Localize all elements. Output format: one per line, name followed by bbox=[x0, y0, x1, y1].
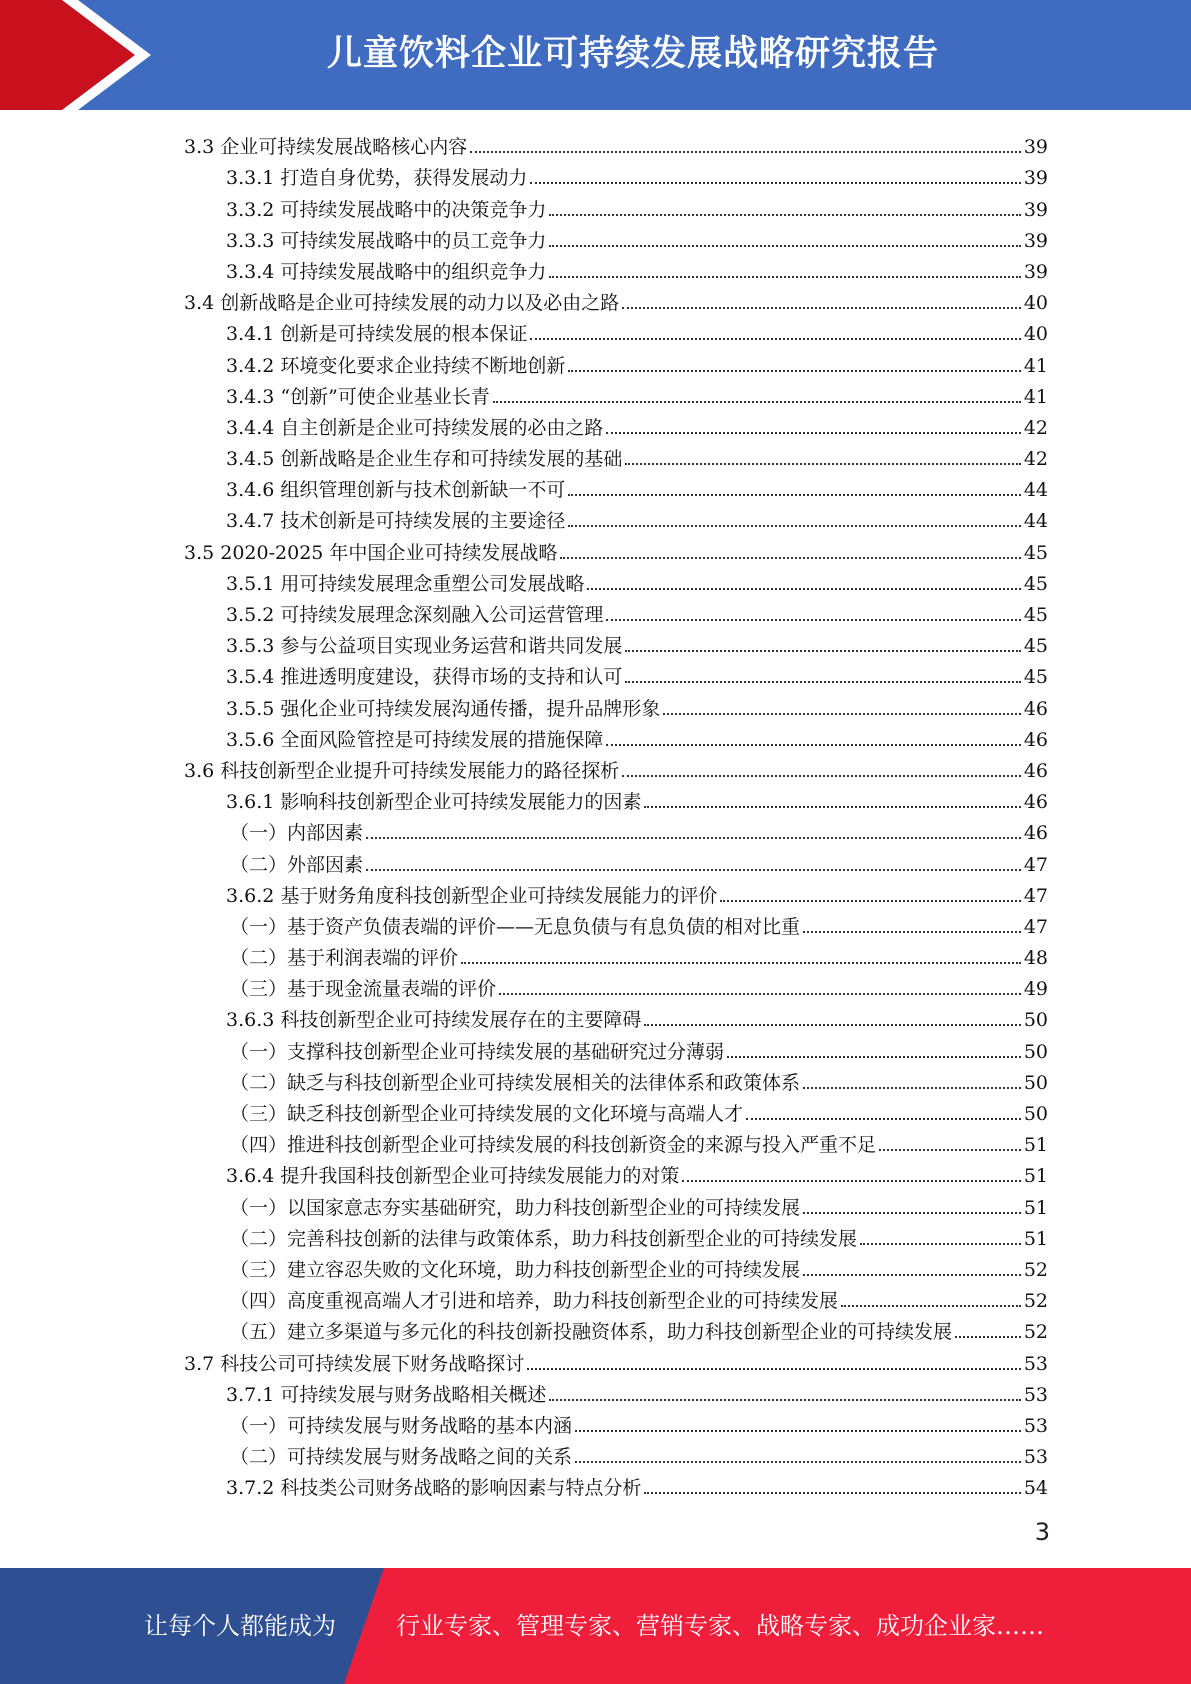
toc-entry-page: 42 bbox=[1023, 448, 1048, 471]
toc-dot-leader bbox=[568, 525, 1020, 527]
toc-entry[interactable] bbox=[184, 1157, 1048, 1188]
toc-dot-leader bbox=[803, 1212, 1021, 1214]
toc-entry-page: 39 bbox=[1023, 198, 1048, 221]
toc-entry-title: 3.4.1 创新是可持续发展的根本保证 bbox=[226, 323, 528, 346]
toc-entry-title: （二）可持续发展与财务战略之间的关系 bbox=[230, 1446, 573, 1469]
toc-dot-leader bbox=[568, 494, 1020, 496]
toc-dot-leader bbox=[470, 151, 1021, 153]
toc-entry-page: 53 bbox=[1023, 1414, 1048, 1437]
toc-entry-page: 54 bbox=[1023, 1477, 1048, 1500]
toc-entry-title: （三）基于现金流量表端的评价 bbox=[230, 978, 497, 1001]
toc-entry-page: 51 bbox=[1023, 1165, 1048, 1188]
toc-entry[interactable] bbox=[184, 752, 1048, 783]
toc-entry-page: 46 bbox=[1023, 759, 1048, 782]
toc-entry-title: 3.3 企业可持续发展战略核心内容 bbox=[184, 136, 468, 159]
toc-dot-leader bbox=[568, 370, 1020, 372]
toc-dot-leader bbox=[366, 869, 1021, 871]
toc-entry[interactable] bbox=[184, 1469, 1048, 1500]
toc-entry-title: （一）支撑科技创新型企业可持续发展的基础研究过分薄弱 bbox=[230, 1040, 725, 1063]
toc-entry[interactable] bbox=[184, 1188, 1048, 1219]
toc-dot-leader bbox=[575, 1461, 1021, 1463]
toc-entry-page: 45 bbox=[1023, 635, 1048, 658]
toc-entry-title: （二）完善科技创新的法律与政策体系，助力科技创新型企业的可持续发展 bbox=[230, 1227, 858, 1250]
toc-entry-page: 39 bbox=[1023, 229, 1048, 252]
toc-entry[interactable] bbox=[184, 1376, 1048, 1407]
toc-dot-leader bbox=[803, 1087, 1021, 1089]
toc-entry-page: 40 bbox=[1023, 292, 1048, 315]
toc-entry[interactable] bbox=[184, 1251, 1048, 1282]
toc-dot-leader bbox=[622, 307, 1021, 309]
toc-entry-title: （三）缺乏科技创新型企业可持续发展的文化环境与高端人才 bbox=[230, 1103, 744, 1125]
report-title: 儿童饮料企业可持续发展战略研究报告 bbox=[326, 34, 939, 74]
toc-entry-page: 46 bbox=[1023, 697, 1048, 720]
table-of-contents bbox=[184, 128, 1048, 1500]
toc-entry-page: 53 bbox=[1023, 1352, 1048, 1375]
toc-entry-page: 46 bbox=[1023, 791, 1048, 814]
toc-entry[interactable] bbox=[184, 471, 1048, 502]
toc-dot-leader bbox=[860, 1243, 1021, 1245]
toc-dot-leader bbox=[587, 588, 1020, 590]
toc-entry-title: 3.5.3 参与公益项目实现业务运营和谐共同发展 bbox=[226, 635, 623, 658]
toc-entry[interactable] bbox=[184, 222, 1048, 253]
toc-entry[interactable] bbox=[184, 721, 1048, 752]
toc-entry-title: （三）建立容忍失败的文化环境，助力科技创新型企业的可持续发展 bbox=[230, 1258, 801, 1281]
toc-entry-title: 3.5.1 用可持续发展理念重塑公司发展战略 bbox=[226, 572, 585, 595]
toc-entry-title: 3.6 科技创新型企业提升可持续发展能力的路径探析 bbox=[184, 759, 620, 782]
toc-entry[interactable] bbox=[184, 970, 1048, 1001]
toc-entry[interactable] bbox=[184, 378, 1048, 409]
toc-entry-title: 3.5.5 强化企业可持续发展沟通传播，提升品牌形象 bbox=[226, 697, 661, 720]
toc-dot-leader bbox=[499, 993, 1021, 995]
toc-entry[interactable] bbox=[184, 253, 1048, 284]
toc-entry[interactable] bbox=[184, 128, 1048, 159]
toc-entry-title: 3.4.4 自主创新是企业可持续发展的必由之路 bbox=[226, 416, 604, 439]
toc-dot-leader bbox=[493, 401, 1021, 403]
toc-dot-leader bbox=[644, 1024, 1020, 1026]
toc-entry-page: 44 bbox=[1023, 510, 1048, 533]
toc-entry-page: 42 bbox=[1023, 416, 1048, 439]
toc-entry-page: 47 bbox=[1023, 853, 1048, 876]
toc-entry-title: 3.5.6 全面风险管控是可持续发展的措施保障 bbox=[226, 728, 604, 751]
toc-entry-page: 53 bbox=[1023, 1446, 1048, 1469]
toc-dot-leader bbox=[955, 1336, 1021, 1338]
toc-dot-leader bbox=[746, 1118, 1021, 1120]
toc-dot-leader bbox=[606, 744, 1020, 746]
toc-dot-leader bbox=[549, 276, 1020, 278]
toc-entry-page: 52 bbox=[1023, 1290, 1048, 1313]
toc-entry[interactable] bbox=[184, 315, 1048, 346]
toc-entry[interactable] bbox=[184, 814, 1048, 845]
toc-dot-leader bbox=[803, 931, 1021, 933]
toc-entry-title: 3.4.6 组织管理创新与技术创新缺一不可 bbox=[226, 479, 566, 502]
toc-dot-leader bbox=[625, 681, 1020, 683]
toc-entry-title: 3.4 创新战略是企业可持续发展的动力以及必由之路 bbox=[184, 292, 620, 315]
toc-entry-title: 3.4.2 环境变化要求企业持续不断地创新 bbox=[226, 354, 566, 377]
toc-entry[interactable] bbox=[184, 689, 1048, 720]
toc-entry-page: 51 bbox=[1023, 1196, 1048, 1219]
toc-entry-title: （一）内部因素 bbox=[230, 822, 364, 845]
toc-entry-page: 40 bbox=[1023, 323, 1048, 346]
toc-dot-leader bbox=[527, 1368, 1021, 1370]
toc-entry-page: 50 bbox=[1023, 1071, 1048, 1094]
toc-dot-leader bbox=[841, 1305, 1021, 1307]
toc-dot-leader bbox=[549, 214, 1020, 216]
toc-entry[interactable] bbox=[184, 1438, 1048, 1469]
toc-dot-leader bbox=[530, 338, 1020, 340]
toc-entry-title: 3.3.3 可持续发展战略中的员工竞争力 bbox=[226, 229, 547, 252]
toc-entry-page: 46 bbox=[1023, 822, 1048, 845]
toc-dot-leader bbox=[461, 962, 1021, 964]
toc-dot-leader bbox=[622, 775, 1021, 777]
toc-entry[interactable] bbox=[184, 627, 1048, 658]
toc-entry-page: 49 bbox=[1023, 978, 1048, 1001]
toc-entry[interactable] bbox=[184, 1313, 1048, 1344]
toc-entry[interactable] bbox=[184, 596, 1048, 627]
toc-entry-title: （四）高度重视高端人才引进和培养，助力科技创新型企业的可持续发展 bbox=[230, 1290, 839, 1313]
toc-entry-page: 39 bbox=[1023, 260, 1048, 283]
toc-entry[interactable] bbox=[184, 159, 1048, 190]
toc-entry-page: 41 bbox=[1023, 354, 1048, 377]
toc-dot-leader bbox=[682, 1180, 1020, 1182]
toc-entry-title: （二）缺乏与科技创新型企业可持续发展相关的法律体系和政策体系 bbox=[230, 1071, 801, 1094]
toc-dot-leader bbox=[530, 182, 1020, 184]
toc-entry-title: 3.6.4 提升我国科技创新型企业可持续发展能力的对策 bbox=[226, 1165, 680, 1188]
toc-entry-title: 3.5.4 推进透明度建设，获得市场的支持和认可 bbox=[226, 666, 623, 689]
toc-entry[interactable] bbox=[184, 565, 1048, 596]
toc-entry[interactable] bbox=[184, 845, 1048, 876]
toc-entry-page: 45 bbox=[1023, 541, 1048, 564]
toc-dot-leader bbox=[606, 432, 1020, 434]
toc-entry-title: 3.4.5 创新战略是企业生存和可持续发展的基础 bbox=[226, 448, 623, 471]
toc-entry[interactable] bbox=[184, 1095, 1048, 1126]
toc-entry-title: （一）以国家意志夯实基础研究，助力科技创新型企业的可持续发展 bbox=[230, 1196, 801, 1219]
toc-dot-leader bbox=[644, 1492, 1020, 1494]
toc-entry-page: 50 bbox=[1023, 1040, 1048, 1063]
toc-entry-title: 3.7.1 可持续发展与财务战略相关概述 bbox=[226, 1383, 547, 1406]
toc-dot-leader bbox=[606, 619, 1020, 621]
toc-dot-leader bbox=[720, 900, 1020, 902]
toc-entry-page: 41 bbox=[1023, 385, 1048, 408]
toc-entry[interactable] bbox=[184, 346, 1048, 377]
toc-entry-page: 39 bbox=[1023, 136, 1048, 159]
toc-entry-page: 48 bbox=[1023, 947, 1048, 970]
toc-entry-title: 3.3.4 可持续发展战略中的组织竞争力 bbox=[226, 260, 547, 283]
toc-entry-page: 51 bbox=[1023, 1134, 1048, 1157]
toc-entry-title: 3.6.2 基于财务角度科技创新型企业可持续发展能力的评价 bbox=[226, 884, 718, 907]
toc-entry-page: 45 bbox=[1023, 604, 1048, 626]
toc-entry-page: 44 bbox=[1023, 479, 1048, 502]
page-footer bbox=[0, 1568, 1191, 1684]
toc-entry-page: 47 bbox=[1023, 915, 1048, 938]
toc-entry-page: 52 bbox=[1023, 1321, 1048, 1344]
toc-entry-title: （二）基于利润表端的评价 bbox=[230, 947, 459, 970]
toc-entry[interactable] bbox=[184, 502, 1048, 533]
toc-dot-leader bbox=[575, 1430, 1021, 1432]
toc-dot-leader bbox=[644, 806, 1020, 808]
toc-dot-leader bbox=[625, 463, 1020, 465]
toc-entry-title: （一）可持续发展与财务战略的基本内涵 bbox=[230, 1414, 573, 1437]
toc-entry-title: 3.5 2020-2025 年中国企业可持续发展战略 bbox=[184, 541, 558, 564]
toc-entry-page: 51 bbox=[1023, 1227, 1048, 1250]
toc-entry[interactable] bbox=[184, 939, 1048, 970]
toc-entry[interactable] bbox=[184, 1126, 1048, 1157]
toc-dot-leader bbox=[625, 650, 1020, 652]
toc-entry[interactable] bbox=[184, 533, 1048, 564]
toc-entry-page: 45 bbox=[1023, 572, 1048, 595]
toc-entry[interactable] bbox=[184, 190, 1048, 221]
toc-dot-leader bbox=[366, 837, 1021, 839]
toc-entry-page: 45 bbox=[1023, 666, 1048, 689]
toc-entry[interactable] bbox=[184, 284, 1048, 315]
toc-dot-leader bbox=[663, 713, 1020, 715]
toc-entry-title: 3.5.2 可持续发展理念深刻融入公司运营管理 bbox=[226, 604, 604, 626]
toc-entry-title: （二）外部因素 bbox=[230, 853, 364, 876]
footer-slogan-left: 让每个人都能成为 bbox=[144, 1612, 336, 1640]
toc-dot-leader bbox=[549, 245, 1020, 247]
toc-entry[interactable] bbox=[184, 783, 1048, 814]
toc-entry-page: 46 bbox=[1023, 728, 1048, 751]
toc-dot-leader bbox=[803, 1274, 1021, 1276]
toc-entry[interactable] bbox=[184, 908, 1048, 939]
toc-entry-page: 52 bbox=[1023, 1258, 1048, 1281]
toc-entry-title: 3.4.3 “创新”可使企业基业长青 bbox=[226, 385, 490, 408]
toc-entry-page: 53 bbox=[1023, 1383, 1048, 1406]
toc-entry[interactable] bbox=[184, 1407, 1048, 1438]
toc-entry-title: （四）推进科技创新型企业可持续发展的科技创新资金的来源与投入严重不足 bbox=[230, 1134, 877, 1157]
toc-entry-title: 3.3.2 可持续发展战略中的决策竞争力 bbox=[226, 198, 547, 221]
footer-slogan-right: 行业专家、管理专家、营销专家、战略专家、成功企业家…… bbox=[396, 1612, 1044, 1640]
toc-entry[interactable] bbox=[184, 658, 1048, 689]
toc-entry-title: 3.7.2 科技类公司财务战略的影响因素与特点分析 bbox=[226, 1477, 642, 1500]
toc-entry-title: 3.6.1 影响科技创新型企业可持续发展能力的因素 bbox=[226, 791, 642, 814]
page-number: 3 bbox=[1034, 1518, 1050, 1546]
toc-entry-title: 3.6.3 科技创新型企业可持续发展存在的主要障碍 bbox=[226, 1009, 642, 1032]
toc-dot-leader bbox=[727, 1056, 1021, 1058]
toc-dot-leader bbox=[560, 557, 1020, 559]
page-header bbox=[0, 0, 1191, 110]
toc-entry-title: 3.7 科技公司可持续发展下财务战略探讨 bbox=[184, 1352, 525, 1375]
toc-entry-title: （一）基于资产负债表端的评价——无息负债与有息负债的相对比重 bbox=[230, 915, 801, 938]
toc-entry[interactable] bbox=[184, 1344, 1048, 1375]
toc-entry-title: 3.3.1 打造自身优势，获得发展动力 bbox=[226, 167, 528, 190]
toc-entry-page: 39 bbox=[1023, 167, 1048, 190]
toc-dot-leader bbox=[549, 1399, 1020, 1401]
toc-entry[interactable] bbox=[184, 1282, 1048, 1313]
toc-entry-title: 3.4.7 技术创新是可持续发展的主要途径 bbox=[226, 510, 566, 533]
toc-entry-title: （五）建立多渠道与多元化的科技创新投融资体系，助力科技创新型企业的可持续发展 bbox=[230, 1321, 953, 1344]
toc-entry[interactable] bbox=[184, 1032, 1048, 1063]
toc-entry[interactable] bbox=[184, 1064, 1048, 1095]
toc-entry-page: 47 bbox=[1023, 884, 1048, 907]
toc-entry-page: 50 bbox=[1023, 1103, 1048, 1125]
toc-entry[interactable] bbox=[184, 1220, 1048, 1251]
toc-entry-page: 50 bbox=[1023, 1009, 1048, 1032]
toc-dot-leader bbox=[879, 1149, 1021, 1151]
toc-entry[interactable] bbox=[184, 409, 1048, 440]
toc-entry[interactable] bbox=[184, 877, 1048, 908]
toc-entry[interactable] bbox=[184, 440, 1048, 471]
toc-entry[interactable] bbox=[184, 1001, 1048, 1032]
